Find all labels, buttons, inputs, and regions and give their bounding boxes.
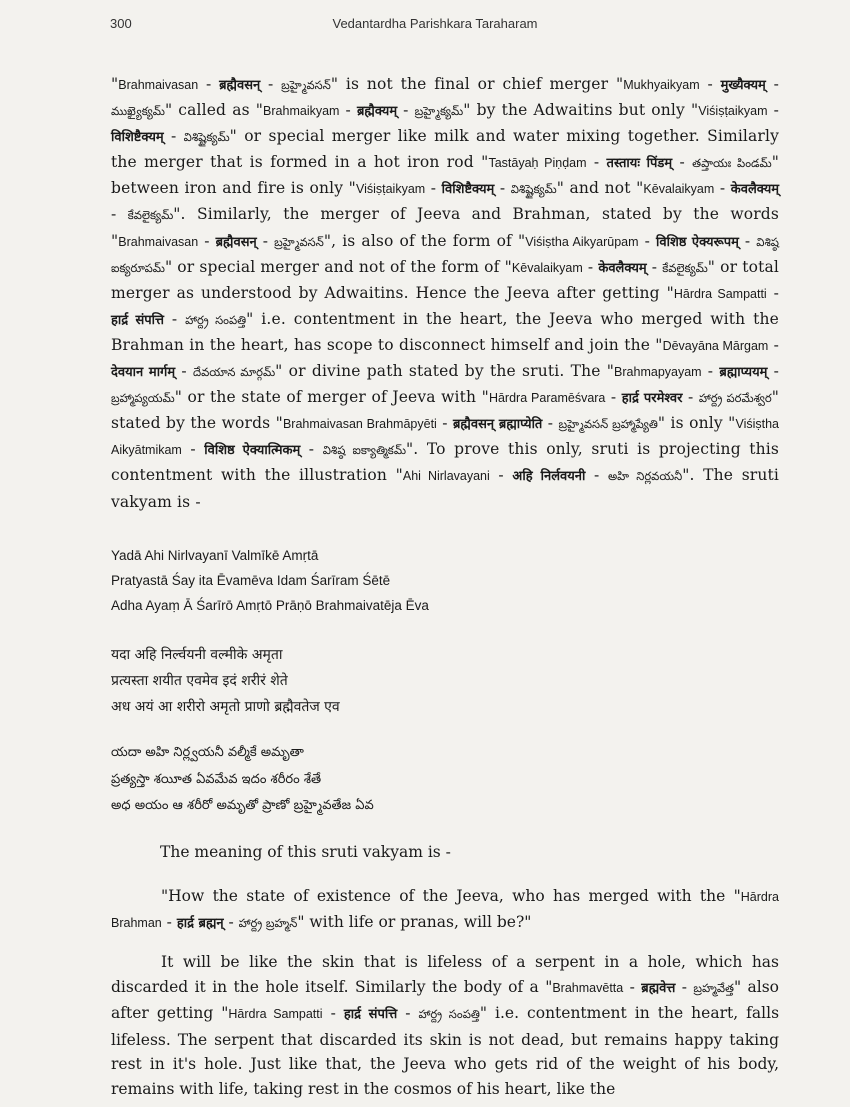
telugu-term: బ్రహ్మైక్యమ్ [414,104,464,119]
transliteration-term: Hārdra Sampatti [228,1007,323,1021]
transliteration-term: Tastāyaḥ Piṇḍam [488,156,587,171]
transliteration-term: Brahmaikyam [263,104,340,119]
text-run: ". Similarly, the merger of Jeeva and Brahman, stated by the words " [111,205,779,250]
devanagari-term: केवलैक्यम् [730,182,780,198]
text-run: ". To prove this only, sruti is projecting this contentment with the illustration " [111,440,779,485]
running-header [110,16,760,36]
text-run: - [675,977,694,996]
verse-line: అధ అయం ఆ శరీరో అమృతో ప్రాణో బ్రహ్మైవతేజ ఏవ [111,798,374,813]
verse-devanagari [111,642,611,720]
text-run: - [646,257,663,276]
text-run: - [198,231,216,250]
telugu-term: దేవయాన మార్గమ్ [192,365,276,380]
text-run: " i.e. contentment in the heart, the Jeeva who merged with the Brahman in the heart, has scope to disconnect himself and join the " [111,309,779,354]
verse-line: Adha Ayaṃ Ā Śarīrō Amṛtō Prāṇō Brahmaivatēja Ēva [111,598,429,613]
closing-paragraph [111,950,779,1101]
text-run: - [181,440,205,459]
text-run: " between iron and fire is only " [111,153,779,198]
devanagari-term: ब्रह्मैवसन् ब्रह्माप्येति [453,417,543,433]
text-run: " [111,75,119,93]
text-run: " is only " [657,414,736,433]
transliteration-term: Brahmaivasan [118,234,199,249]
text-run: - [699,75,721,93]
text-run: - [161,912,177,931]
transliteration-term: Hārdra Paramēśvara [488,391,606,406]
telugu-term: కేవలైక్యమ్ [662,260,708,275]
telugu-term: అహి నిర్లవయనీ [607,469,683,484]
text-run: - [738,231,757,250]
devanagari-term: हार्द्र परमेश्वर [621,391,683,407]
telugu-term: బ్రహ్మైవసన్ [281,78,331,92]
text-run: - [436,414,453,433]
transliteration-term: Viśiṣṭaikyam [355,182,426,197]
telugu-term: హార్ద్ర పరమేశ్వర [698,391,772,406]
text-run: - [256,231,275,250]
transliteration-term: Viśiṣtha Aikyātmikam [111,417,780,458]
text-run: - [582,257,599,276]
text-run: - [339,101,357,120]
transliteration-term: Brahmaivasan [118,78,199,92]
text-run: - [300,440,323,459]
devanagari-term: मुख्यैक्यम् [720,78,766,93]
transliteration-term: Kēvalaikyam [643,182,715,197]
text-run: - [767,101,779,120]
telugu-term: హార్ద్ర సంపత్తి [185,312,247,327]
text-run: - [489,466,513,485]
verse-line: ప్రత్యస్తా శయీత ఏవమేవ ఇదం శరీరం శేతే [111,771,322,787]
telugu-term: బ్రహ్మాప్యయమ్ [111,391,175,406]
verse-line: Pratyastā Śay ita Ēvamēva Idam Śarīram Śētē [111,573,391,588]
text-run: - [163,127,184,146]
telugu-term: విశిష్టైక్యమ్ [510,182,557,197]
text-run: ". The sruti vakyam is - [111,466,779,511]
text-run: - [672,153,693,172]
verse-transliteration [111,543,611,618]
transliteration-term: Viśiṣtha Aikyarūpam [525,234,639,249]
text-run: " stated by the words " [111,388,780,433]
devanagari-term: ब्रह्माप्ययम् [719,365,768,381]
transliteration-term: Brahmaivasan Brahmāpyēti [282,417,437,432]
telugu-term: బ్రహ్మైవసన్ [274,234,324,249]
text-run: " called as " [164,101,264,120]
quote-paragraph [111,884,779,936]
text-run: " or total merger as understood by Adwaitins. Hence the Jeeva after getting " [111,257,780,302]
telugu-term: హార్ద్ర సంపత్తి [418,1007,480,1021]
telugu-term: కేవలైక్యమ్ [127,208,174,223]
text-run: " is not the final or chief merger " [330,75,624,93]
devanagari-term: ब्रह्मैक्यम् [357,104,398,120]
text-run: - [542,414,559,433]
transliteration-term: Hārdra Sampatti [673,286,767,301]
devanagari-term: हार्द्र संपत्ति [343,1007,398,1022]
devanagari-term: अहि निर्लवयनी [512,469,586,485]
devanagari-term: ब्रह्मैवसन् [219,78,261,93]
text-run: - [701,362,720,381]
telugu-term: బ్రహ్మైవసన్ బ్రహ్మాప్యేతి [558,417,658,432]
text-run: - [322,1004,344,1022]
telugu-term: విశిష్టైక్యమ్ [183,130,230,145]
text-run: - [397,101,415,120]
verse-line: యదా అహి నిర్ల్వయనీ వల్మీకే అమృతా [111,745,304,760]
text-run: - [638,231,656,250]
transliteration-term: Hārdra Brahman [111,890,779,930]
text-run: " with life or pranas, will be?" [297,912,532,931]
verse-line: Yadā Ahi Nirlvayanī Valmīkē Amṛtā [111,548,319,563]
text-run: - [198,75,220,93]
transliteration-term: Mukhyaikyam [623,78,700,92]
telugu-term: విశిష్ఠ ఐక్యరూపమ్ [111,234,779,275]
transliteration-term: Viśiṣṭaikyam [698,104,768,119]
text-run: " by the Adwaitins but only " [463,101,699,120]
text-run: - [767,362,780,381]
devanagari-term: केवलैक्यम् [598,260,647,276]
text-run: " and not " [556,179,644,198]
text-run: - [397,1004,419,1022]
verse-telugu [111,740,611,820]
devanagari-term: विशिष्टैक्यम् [441,182,495,198]
devanagari-term: विशिष्ठ ऐक्यरूपम् [655,234,739,250]
text-run: - [605,388,622,407]
devanagari-term: तस्तायः पिंडम् [606,156,673,172]
meaning-heading: The meaning of this sruti vakyam is - [160,843,451,861]
text-run: - [425,179,442,198]
text-run: - [111,205,128,224]
devanagari-term: हार्द्र संपत्ति [111,312,165,328]
text-run: - [765,75,779,93]
verse-line: अध अयं आ शरीरो अमृतो प्राणो ब्रह्मैवतेज एव [111,699,340,715]
devanagari-term: विशिष्ठ ऐक्यात्मिकम् [204,443,301,459]
text-run: - [585,466,608,485]
text-run: - [164,309,186,328]
text-run: - [682,388,699,407]
text-run: - [714,179,731,198]
text-run: - [766,283,780,302]
transliteration-term: Ahi Nirlavayani [402,469,490,484]
text-run: - [260,75,282,93]
telugu-term: హార్ద్ర బ్రహ్మన్ [238,915,298,930]
text-run: - [586,153,607,172]
text-run: " or the state of merger of Jeeva with " [174,388,489,407]
text-run: - [768,335,779,354]
text-run: ", is also of the form of " [323,231,526,250]
telugu-term: తప్తాయః పిండమ్ [692,156,772,171]
devanagari-term: देवयान मार्गम् [111,365,176,381]
text-run: " or divine path stated by the sruti. The " [275,362,615,381]
transliteration-term: Kēvalaikyam [511,260,583,275]
text-run: " or special merger and not of the form of " [164,257,512,276]
running-title: Vedantardha Parishkara Taraharam [332,16,538,31]
telugu-term: ముఖ్యైక్యమ్ [111,104,165,119]
text-run: - [175,362,193,381]
transliteration-term: Brahmavētta [552,980,624,995]
text-run: " also after getting " [111,977,779,1022]
text-run: - [223,912,239,931]
transliteration-term: Dēvayāna Mārgam [662,338,769,353]
page-number: 300 [110,16,132,31]
telugu-term: బ్రహ్మవేత్త [693,980,734,995]
devanagari-term: ब्रह्मैवसन् [215,234,257,250]
text-run: "How the state of existence of the Jeeva, who has merged with the " [161,887,741,905]
verse-line: यदा अहि निर्ल्वयनी वल्मीके अमृता [111,647,283,663]
transliteration-term: Brahmapyayam [614,365,702,380]
text-run: " or special merger like milk and water mixing together. Similarly the merger that is formed in a hot iron rod " [111,127,779,172]
verse-line: प्रत्यस्ता शयीत एवमेव इदं शरीरं शेते [111,673,288,689]
main-paragraph [111,72,779,515]
devanagari-term: हार्द्र ब्रह्मन् [176,915,224,931]
text-run: " i.e. contentment in the heart, falls lifeless. The serpent that discarded its skin is not dead, but remains happy taking rest in it's hole. Just like that, the Jeeva who gets rid of the weight of his body, remains with life, taking rest in the cosmos of his heart, like the [111,1004,780,1098]
text-run: - [623,977,642,996]
devanagari-term: विशिष्टैक्यम् [111,130,164,146]
telugu-term: విశిష్ఠ ఐక్యాత్మికమ్ [322,443,406,458]
text-run: It will be like the skin that is lifeless of a serpent in a hole, which has discarded it in the hole itself. Similarly the body of a " [111,953,779,996]
text-run: - [494,179,511,198]
devanagari-term: ब्रह्मवेत्त [641,980,676,996]
